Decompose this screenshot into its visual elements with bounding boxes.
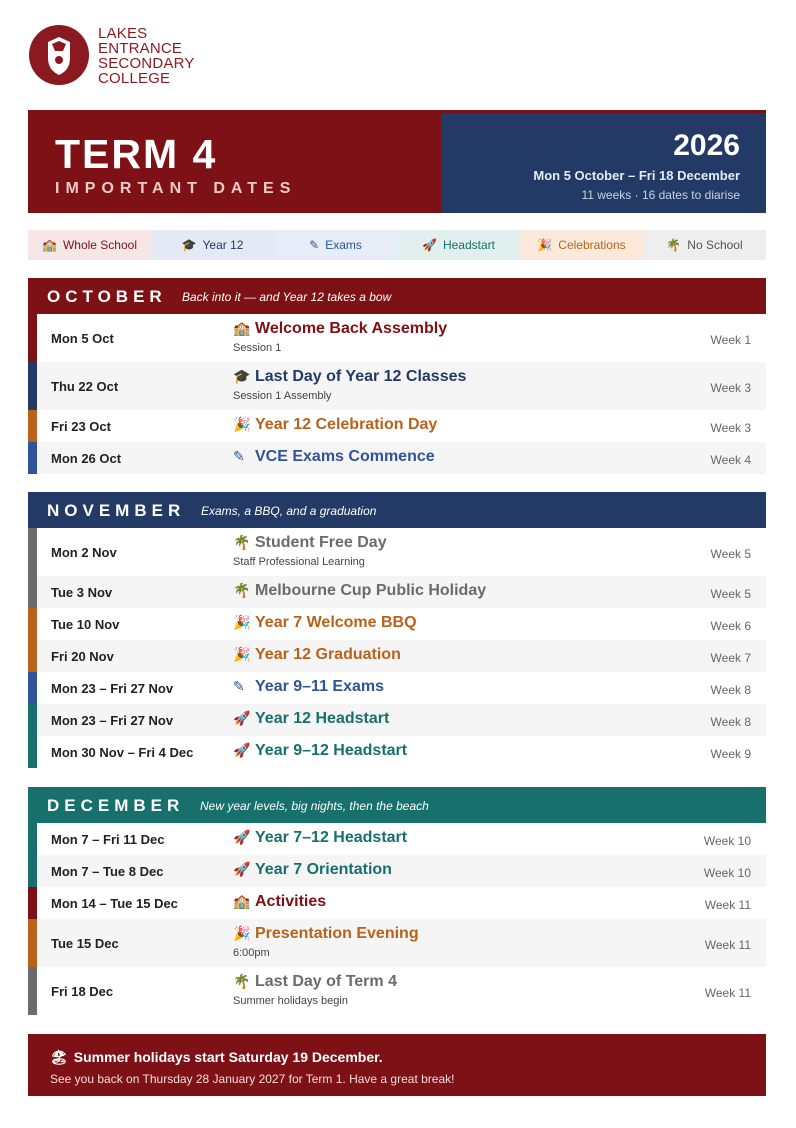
category-bar (28, 640, 37, 672)
event-week: Week 10 (703, 834, 751, 848)
category-bar (28, 919, 37, 967)
month-header (28, 492, 766, 528)
event-details (233, 861, 392, 879)
category-bar (28, 576, 37, 608)
rocket-icon: 🚀 (233, 829, 251, 845)
event-date: Mon 30 Nov – Fri 4 Dec (51, 745, 194, 760)
palm-tree-icon: 🌴 (666, 238, 682, 252)
palm-tree-icon: 🌴 (233, 582, 251, 598)
school-logo (28, 24, 228, 88)
category-bar (28, 855, 37, 887)
event-title: Year 12 Headstart (255, 710, 390, 727)
party-popper-icon: 🎉 (537, 238, 553, 252)
event-row (28, 823, 766, 855)
term-panel (28, 113, 441, 213)
event-details (233, 534, 387, 568)
legend-chip-whole-school (28, 230, 151, 260)
legend-label: Whole School (62, 238, 137, 252)
event-row (28, 442, 766, 474)
legend-label: No School (687, 238, 743, 252)
month-name: OCTOBER (47, 287, 167, 306)
event-week: Week 4 (710, 453, 751, 467)
event-title: Student Free Day (255, 534, 387, 551)
month-tagline: Back into it — and Year 12 takes a bow (182, 290, 392, 304)
year-label: 2026 (673, 129, 740, 162)
category-bar (28, 442, 37, 474)
school-icon: 🏫 (233, 893, 251, 909)
event-title: Year 12 Graduation (255, 646, 401, 663)
event-date: Fri 23 Oct (51, 419, 111, 434)
category-bar (28, 967, 37, 1015)
event-note: Summer holidays begin (233, 995, 348, 1007)
summer-headline: Summer holidays start Saturday 19 December. (73, 1049, 383, 1065)
rocket-icon: 🚀 (233, 861, 251, 877)
beach-icon: 🏖 (50, 1049, 68, 1065)
event-title: Year 12 Celebration Day (255, 416, 438, 433)
event-date: Tue 3 Nov (51, 585, 113, 600)
month-name: DECEMBER (47, 796, 185, 815)
event-date: Fri 18 Dec (51, 984, 114, 999)
category-bar (28, 314, 37, 362)
event-date: Tue 10 Nov (51, 617, 120, 632)
event-title: Year 7–12 Headstart (255, 829, 408, 846)
pencil-icon: ✎ (233, 678, 245, 694)
event-note: Session 1 Assembly (233, 390, 332, 402)
event-details (233, 710, 389, 728)
event-details (233, 448, 435, 466)
category-bar (28, 823, 37, 855)
category-bar (28, 704, 37, 736)
event-title: Activities (255, 893, 327, 910)
event-row (28, 967, 766, 1015)
event-row (28, 314, 766, 362)
event-title: Melbourne Cup Public Holiday (255, 582, 487, 599)
category-legend (28, 230, 766, 260)
month-section-october (28, 278, 766, 474)
event-date: Fri 20 Nov (51, 649, 114, 664)
event-note: Session 1 (233, 342, 282, 354)
event-note: Staff Professional Learning (233, 556, 365, 568)
term-summary: 11 weeks · 16 dates to diarise (581, 188, 740, 202)
legend-chip-headstart (397, 230, 520, 260)
event-row (28, 608, 766, 640)
event-details (233, 678, 384, 696)
month-tagline: Exams, a BBQ, and a graduation (201, 504, 377, 518)
month-name: NOVEMBER (47, 501, 186, 520)
year-panel (441, 113, 766, 213)
event-date: Tue 15 Dec (51, 936, 119, 951)
event-week: Week 5 (710, 547, 751, 561)
event-week: Week 11 (704, 898, 751, 912)
month-header (28, 787, 766, 823)
legend-label: Year 12 (202, 238, 244, 252)
month-header (28, 278, 766, 314)
event-week: Week 6 (710, 619, 751, 633)
event-date: Mon 7 – Fri 11 Dec (51, 832, 165, 847)
rocket-icon: 🚀 (422, 238, 437, 252)
event-date: Thu 22 Oct (51, 379, 119, 394)
event-title: Last Day of Year 12 Classes (255, 368, 467, 385)
event-title: Year 9–11 Exams (255, 678, 385, 695)
legend-chip-celebrations (520, 230, 643, 260)
event-week: Week 3 (710, 421, 751, 435)
event-row (28, 528, 766, 576)
category-bar (28, 736, 37, 768)
party-popper-icon: 🎉 (233, 614, 251, 630)
event-row (28, 855, 766, 887)
event-details (233, 320, 448, 354)
event-details (233, 829, 407, 847)
party-popper-icon: 🎉 (233, 416, 251, 432)
graduation-cap-icon: 🎓 (181, 238, 197, 252)
event-details (233, 582, 486, 600)
event-week: Week 10 (703, 866, 751, 880)
event-week: Week 8 (710, 683, 751, 697)
event-week: Week 8 (710, 715, 751, 729)
party-popper-icon: 🎉 (233, 646, 251, 662)
event-row (28, 736, 766, 768)
event-details (233, 973, 397, 1007)
event-week: Week 3 (710, 381, 751, 395)
school-icon: 🏫 (233, 320, 251, 336)
event-date: Mon 2 Nov (51, 545, 117, 560)
event-date: Mon 23 – Fri 27 Nov (51, 713, 174, 728)
legend-chip-year-12 (151, 230, 274, 260)
event-row (28, 362, 766, 410)
school-crest-icon (28, 24, 90, 86)
school-icon: 🏫 (42, 238, 57, 252)
event-date: Mon 26 Oct (51, 451, 122, 466)
legend-label: Headstart (442, 238, 495, 252)
palm-tree-icon: 🌴 (233, 973, 251, 989)
event-note: 6:00pm (233, 947, 270, 959)
event-details (233, 646, 401, 664)
event-details (233, 368, 467, 402)
legend-chip-exams (274, 230, 397, 260)
party-popper-icon: 🎉 (233, 925, 251, 941)
summer-banner (28, 1034, 766, 1096)
event-date: Mon 5 Oct (51, 331, 114, 346)
month-tagline: New year levels, big nights, then the beach (200, 799, 429, 813)
event-details (233, 742, 407, 760)
school-name: LAKES ENTRANCE SECONDARY COLLEGE (98, 25, 195, 87)
event-week: Week 11 (704, 986, 751, 1000)
term-subtitle: IMPORTANT DATES (55, 180, 297, 197)
category-bar (28, 608, 37, 640)
event-week: Week 7 (710, 651, 751, 665)
event-title: Presentation Evening (255, 925, 419, 942)
legend-chip-no-school (643, 230, 766, 260)
event-week: Week 1 (710, 333, 751, 347)
term-date-range: Mon 5 October – Fri 18 December (533, 168, 740, 183)
category-bar (28, 362, 37, 410)
event-date: Mon 23 – Fri 27 Nov (51, 681, 174, 696)
category-bar (28, 528, 37, 576)
category-bar (28, 410, 37, 442)
graduation-cap-icon: 🎓 (233, 368, 251, 384)
event-title: Last Day of Term 4 (255, 973, 397, 990)
event-details (233, 416, 437, 434)
event-week: Week 9 (710, 747, 751, 761)
pencil-icon: ✎ (233, 448, 245, 464)
event-date: Mon 14 – Tue 15 Dec (51, 896, 178, 911)
event-title: Year 7 Orientation (255, 861, 392, 878)
event-title: Welcome Back Assembly (255, 320, 448, 337)
event-row (28, 704, 766, 736)
rocket-icon: 🚀 (233, 742, 251, 758)
event-row (28, 640, 766, 672)
term-header (28, 110, 766, 213)
category-bar (28, 887, 37, 919)
event-week: Week 5 (710, 587, 751, 601)
event-row (28, 410, 766, 442)
event-row (28, 919, 766, 967)
palm-tree-icon: 🌴 (233, 534, 251, 550)
event-details (233, 925, 419, 959)
rocket-icon: 🚀 (233, 710, 251, 726)
month-section-november (28, 492, 766, 768)
category-bar (28, 672, 37, 704)
event-title: Year 7 Welcome BBQ (255, 614, 417, 631)
event-details (233, 893, 326, 911)
event-row (28, 672, 766, 704)
event-row (28, 887, 766, 919)
legend-label: Exams (325, 238, 362, 252)
event-title: Year 9–12 Headstart (255, 742, 408, 759)
event-title: VCE Exams Commence (255, 448, 435, 465)
month-section-december (28, 787, 766, 1015)
event-details (233, 614, 417, 632)
term-title: TERM 4 (55, 131, 218, 177)
legend-label: Celebrations (558, 238, 626, 252)
pencil-icon: ✎ (309, 238, 320, 252)
event-row (28, 576, 766, 608)
event-date: Mon 7 – Tue 8 Dec (51, 864, 164, 879)
summer-message: See you back on Thursday 28 January 2027 for Term 1. Have a great break! (50, 1072, 455, 1086)
event-week: Week 11 (704, 938, 751, 952)
